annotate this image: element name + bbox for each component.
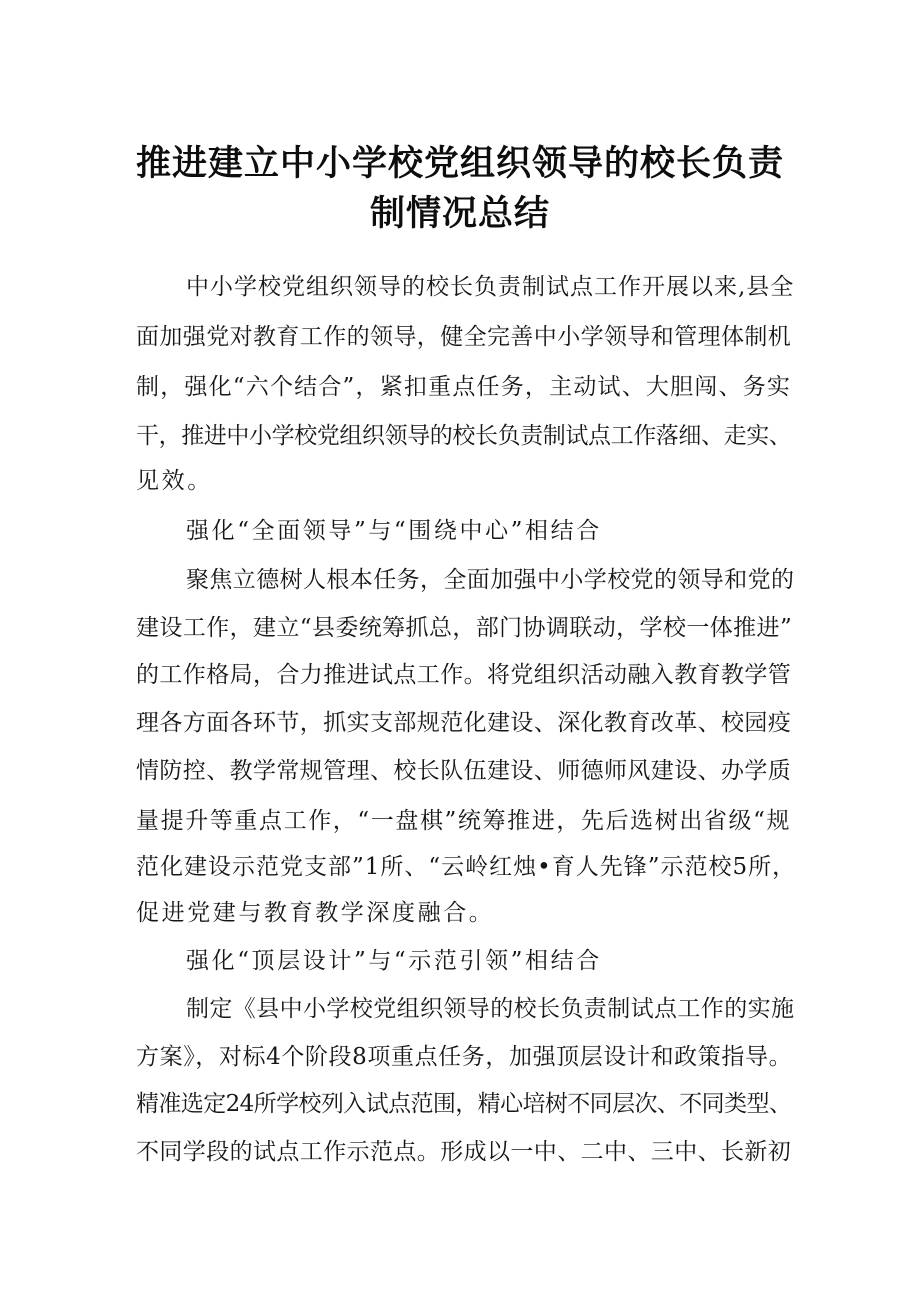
section-heading: 强化“顶层设计”与“示范引领”相结合 <box>186 948 602 974</box>
document-title-line-1: 推进建立中小学校党组织领导的校长负责 <box>135 144 784 184</box>
paragraph-line: 量提升等重点工作，“一盘棋”统筹推进，先后选树出省级“规 <box>136 808 792 834</box>
paragraph-line: 干，推进中小学校党组织领导的校长负责制试点工作落细、走实、 <box>136 423 792 449</box>
paragraph-line: 范化建设示范党支部”1所、“云岭红烛•育人先锋”示范校5所， <box>136 854 797 880</box>
paragraph-line: 不同学段的试点工作示范点。形成以一中、二中、三中、长新初 <box>136 1139 792 1165</box>
paragraph-line: 精准选定24所学校列入试点范围，精心培树不同层次、不同类型、 <box>136 1091 792 1117</box>
paragraph-line: 见效。 <box>136 468 213 494</box>
paragraph-line: 中小学校党组织领导的校长负责制试点工作开展以来,县全 <box>186 274 795 300</box>
paragraph-line: 情防控、教学常规管理、校长队伍建设、师德师风建设、办学质 <box>136 758 792 784</box>
paragraph-line: 制，强化“六个结合”，紧扣重点任务，主动试、大胆闯、务实 <box>136 374 792 400</box>
paragraph-line: 方案》，对标4个阶段8项重点任务，加强顶层设计和政策指导。 <box>136 1044 793 1070</box>
section-heading: 强化“全面领导”与“围绕中心”相结合 <box>186 518 602 544</box>
paragraph-line: 的工作格局，合力推进试点工作。将党组织活动融入教育教学管 <box>136 662 792 688</box>
paragraph-line: 制定《县中小学校党组织领导的校长负责制试点工作的实施 <box>186 996 795 1022</box>
paragraph-line: 理各方面各环节，抓实支部规范化建设、深化教育改革、校园疫 <box>136 710 792 736</box>
paragraph-line: 面加强党对教育工作的领导，健全完善中小学领导和管理体制机 <box>136 324 792 350</box>
paragraph-line: 促进党建与教育教学深度融合。 <box>136 900 495 926</box>
document-title-line-2: 制情况总结 <box>369 194 550 234</box>
paragraph-line: 聚焦立德树人根本任务，全面加强中小学校党的领导和党的 <box>186 567 795 593</box>
paragraph-line: 建设工作，建立“县委统筹抓总，部门协调联动，学校一体推进” <box>136 615 793 641</box>
